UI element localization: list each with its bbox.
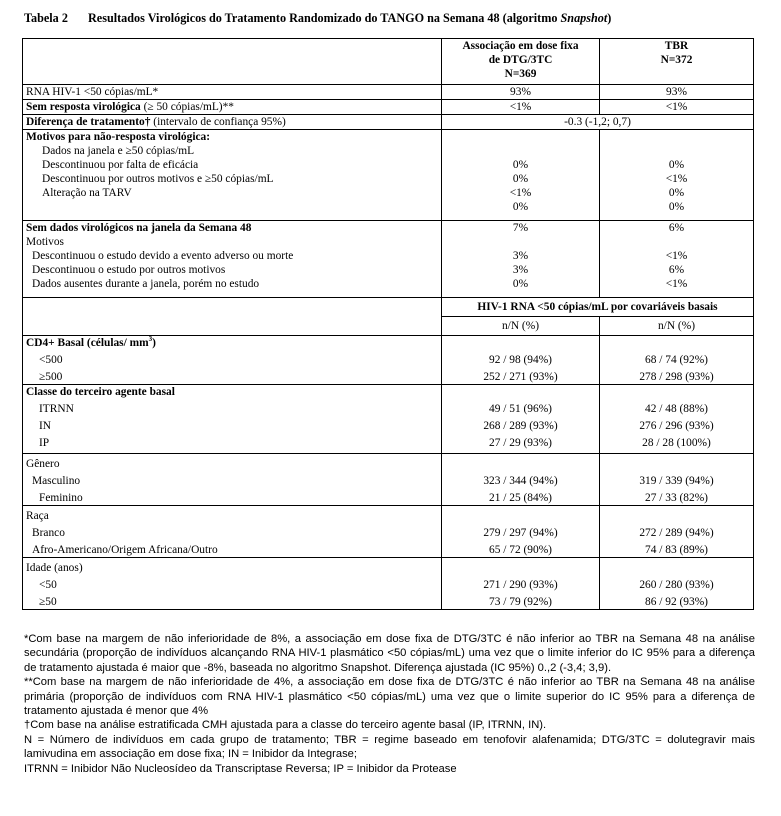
cd4-value: 68 / 74 (92%) (645, 354, 708, 366)
raca-cell (23, 506, 442, 558)
motivos-cell (23, 130, 442, 221)
footnote: **Com base na margem de não inferioridade de 4%, a associação em dose fixa de DTG/3TC é não inferior ao TBR na Semana 48 na análise primária (proporção de indivíduos com RNA HIV-1 plasmático <50 cópias/mL) uma vez que o limite superior do IC 95% para a diferença de tratamento ajustada é menor que 4% (24, 676, 755, 718)
table-row (23, 100, 754, 115)
classe-value: 27 / 29 (93%) (489, 437, 552, 449)
table-title-end: ) (607, 11, 612, 25)
header-dtg3tc-line2: de DTG/3TC (488, 54, 553, 66)
raca-value: 74 / 83 (89%) (645, 544, 708, 556)
row-label-bold: Sem resposta virológica (26, 101, 141, 113)
footnotes (24, 632, 755, 776)
header-tbr (600, 39, 754, 85)
idade-value: 73 / 79 (92%) (489, 596, 552, 608)
sem-dados-item: Dados ausentes durante a janela, porém no estudo (32, 278, 260, 290)
motivos-values-dtg3tc (442, 130, 600, 221)
classe-value: 42 / 48 (88%) (645, 403, 708, 415)
cd4-value: 278 / 298 (93%) (639, 371, 714, 383)
cd4-title-text: CD4+ Basal (células/ mm (26, 337, 149, 349)
row-label: RNA HIV-1 <50 cópias/mL* (23, 85, 442, 100)
motivos-value: <1% (509, 187, 532, 199)
motivos-value: 0% (668, 187, 685, 199)
row-label-bold: Diferença de tratamento† (26, 116, 151, 128)
table-label: Tabela 2 (24, 11, 68, 25)
genero-value: 323 / 344 (94%) (483, 475, 558, 487)
raca-item: Afro-Americano/Origem Africana/Outro (32, 544, 218, 556)
covariates-header-row (23, 298, 754, 317)
classe-item: IN (39, 420, 52, 432)
sem-dados-value: 3% (512, 264, 529, 276)
footnote: *Com base na margem de não inferioridade de 8%, a associação em dose fixa de DTG/3TC é não inferior ao TBR na Semana 48 na análise secundária (proporção de indivíduos alcançando RNA HIV-1 plasmático <50 cópias/mL) uma vez que o limite inferior do IC 95% para a diferença de tratamento ajustada é maior que -8%, baseada no algoritmo Snapshot. Diferença ajustada (IC 95%) 0.,2 (-3,4; 3,9). (24, 633, 755, 674)
cd4-values-dtg3tc (442, 336, 600, 385)
footnote: ITRNN = Inibidor Não Nucleosídeo da Transcriptase Reversa; IP = Inibidor da Protease (24, 762, 457, 775)
row-value-dtg3tc: <1% (442, 100, 600, 115)
motivos-value: <1% (665, 173, 688, 185)
motivos-item: Alteração na TARV (42, 187, 132, 199)
sem-dados-value: 0% (512, 278, 529, 290)
sem-dados-total: 7% (512, 222, 529, 234)
cd4-title-end: ) (152, 337, 156, 349)
genero-cell (23, 454, 442, 506)
row-label-rest: (≥ 50 cópias/mL)** (140, 101, 234, 113)
raca-value: 272 / 289 (94%) (639, 527, 714, 539)
covariates-empty-cell (23, 298, 442, 336)
genero-value: 21 / 25 (84%) (489, 492, 552, 504)
header-dtg3tc-line1: Associação em dose fixa (462, 40, 579, 52)
sem-dados-value: <1% (665, 250, 688, 262)
sem-dados-cell (23, 221, 442, 298)
cd4-values-tbr (600, 336, 754, 385)
classe-value: 49 / 51 (96%) (489, 403, 552, 415)
table-row (23, 115, 754, 130)
row-label (23, 115, 442, 130)
motivos-value: 0% (512, 159, 529, 171)
motivos-item: Descontinuou por falta de eficácia (42, 159, 199, 171)
idade-title: Idade (anos) (26, 562, 83, 574)
table-row (23, 454, 754, 506)
sem-dados-value: 6% (668, 264, 685, 276)
sem-dados-total: 6% (668, 222, 685, 234)
results-table (22, 38, 754, 610)
idade-cell (23, 558, 442, 610)
genero-value: 319 / 339 (94%) (639, 475, 714, 487)
row-label (23, 100, 442, 115)
raca-values-tbr (600, 506, 754, 558)
row-value-tbr: <1% (600, 100, 754, 115)
sem-dados-title: Sem dados virológicos na janela da Semana 48 (26, 222, 252, 234)
sem-dados-motivos: Motivos (26, 236, 64, 248)
sem-dados-values-dtg3tc (442, 221, 600, 298)
sem-dados-item: Descontinuou o estudo por outros motivos (32, 264, 226, 276)
motivos-item: Descontinuou por outros motivos e ≥50 cópias/mL (42, 173, 274, 185)
genero-values-tbr (600, 454, 754, 506)
idade-value: 260 / 280 (93%) (639, 579, 714, 591)
sem-dados-value: <1% (665, 278, 688, 290)
raca-value: 65 / 72 (90%) (489, 544, 552, 556)
genero-title: Gênero (26, 458, 60, 470)
nn-dtg3tc: n/N (%) (442, 317, 600, 336)
classe-cell (23, 385, 442, 454)
header-tbr-n: N=372 (660, 54, 693, 66)
cd4-value: 92 / 98 (94%) (489, 354, 552, 366)
motivos-value: 0% (512, 201, 529, 213)
row-value-merged: -0.3 (-1,2; 0,7) (442, 115, 754, 130)
idade-item: <50 (39, 579, 57, 591)
idade-item: ≥50 (39, 596, 57, 608)
genero-item: Feminino (39, 492, 83, 504)
header-dtg3tc (442, 39, 600, 85)
table-row (23, 336, 754, 385)
cd4-value: 252 / 271 (93%) (483, 371, 558, 383)
cd4-title (26, 336, 438, 350)
table-row (23, 558, 754, 610)
classe-title: Classe do terceiro agente basal (26, 386, 175, 398)
table-row (23, 85, 754, 100)
classe-values-dtg3tc (442, 385, 600, 454)
table-title-italic: Snapshot (560, 11, 608, 25)
cd4-cell (23, 336, 442, 385)
classe-value: 28 / 28 (100%) (642, 437, 711, 449)
raca-title: Raça (26, 510, 49, 522)
footnote: †Com base na análise estratificada CMH ajustada para a classe do terceiro agente basal (IP, ITRNN, IN). (24, 719, 547, 732)
row-label-rest: (intervalo de confiança 95%) (150, 116, 286, 128)
table-title: Resultados Virológicos do Tratamento Randomizado do TANGO na Semana 48 (algoritmo (88, 11, 561, 25)
row-value-dtg3tc: 93% (442, 85, 600, 100)
cd4-title-sup: 3 (148, 335, 153, 344)
table-row (23, 506, 754, 558)
motivos-value: 0% (512, 173, 529, 185)
classe-value: 268 / 289 (93%) (483, 420, 558, 432)
motivos-value: 0% (668, 159, 685, 171)
genero-item: Masculino (32, 475, 81, 487)
table-row (23, 221, 754, 298)
motivos-value: 0% (668, 201, 685, 213)
classe-values-tbr (600, 385, 754, 454)
idade-value: 271 / 290 (93%) (483, 579, 558, 591)
genero-value: 27 / 33 (82%) (645, 492, 708, 504)
sem-dados-values-tbr (600, 221, 754, 298)
header-empty-cell (23, 39, 442, 85)
table-row (23, 385, 754, 454)
raca-value: 279 / 297 (94%) (483, 527, 558, 539)
classe-item: IP (39, 437, 50, 449)
classe-item: ITRNN (39, 403, 74, 415)
raca-values-dtg3tc (442, 506, 600, 558)
cd4-item: <500 (39, 354, 63, 366)
cd4-item: ≥500 (39, 371, 63, 383)
footnote: N = Número de indivíduos em cada grupo de tratamento; TBR = regime baseado em tenofovir alafenamida; DTG/3TC = dolutegravir mais lamivudina em associação em dose fixa; IN = Inibidor da Integrase; (24, 733, 755, 761)
motivos-item: Dados na janela e ≥50 cópias/mL (42, 145, 195, 157)
row-value-tbr: 93% (600, 85, 754, 100)
idade-values-tbr (600, 558, 754, 610)
raca-item: Branco (32, 527, 65, 539)
classe-value: 276 / 296 (93%) (639, 420, 714, 432)
table-caption (24, 11, 764, 26)
genero-values-dtg3tc (442, 454, 600, 506)
header-dtg3tc-n: N=369 (504, 68, 537, 80)
table-row (23, 130, 754, 221)
header-tbr-line1: TBR (664, 40, 689, 52)
sem-dados-value: 3% (512, 250, 529, 262)
idade-value: 86 / 92 (93%) (645, 596, 708, 608)
sem-dados-item: Descontinuou o estudo devido a evento adverso ou morte (32, 250, 294, 262)
motivos-title: Motivos para não-resposta virológica: (26, 131, 211, 143)
header-row (23, 39, 754, 85)
idade-values-dtg3tc (442, 558, 600, 610)
motivos-values-tbr (600, 130, 754, 221)
nn-tbr: n/N (%) (600, 317, 754, 336)
covariates-header: HIV-1 RNA <50 cópias/mL por covariáveis basais (442, 298, 754, 317)
